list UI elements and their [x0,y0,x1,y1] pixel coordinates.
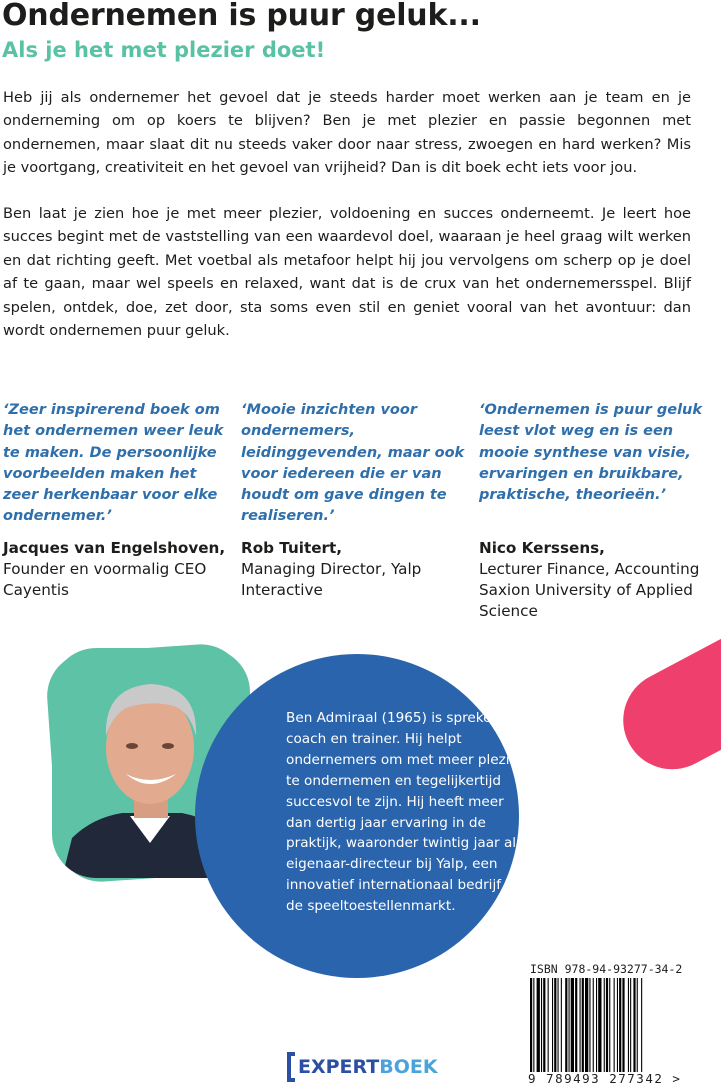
quote-1: ‘Zeer inspirerend boek om het ondernemen weer leuk te maken. De persoonlijke voorbeelden maken het zeer herkenbaar voor elke ondernemer.’ [3,402,224,525]
barcode-bar [554,978,556,1072]
barcode-bar [641,978,642,1072]
publisher-logo [287,1052,438,1082]
quote-3: ‘Ondernemen is puur geluk leest vlot weg en is een mooie synthese van visie, ervaringen en bruikbare, praktische, theorieën.’ [479,402,703,504]
barcode-bar [633,978,635,1072]
barcode-bar [558,978,559,1072]
book-subtitle: Als je het met plezier doet! [2,38,326,62]
quote-1-author [3,538,238,601]
barcode-bar [585,978,588,1072]
author-bio: Ben Admiraal (1965) is spreker, coach en trainer. Hij helpt ondernemers om met meer plezier te ondernemen en tegelijkertijd succesvol te zijn. Hij heeft meer dan dertig jaar ervaring in de praktijk, waaronder twintig jaar als eigenaar-directeur bij Yalp, een innovatief internationaal bedrijf in de speeltoestellenmarkt. [286,710,524,915]
author-role: Managing Director, Yalp Interactive [241,560,422,599]
barcode-bar [569,978,570,1072]
barcode-bar [565,978,567,1072]
author-name: Jacques van Engelshoven, [3,539,226,557]
barcode-bar [589,978,590,1072]
barcode-bar [596,978,597,1072]
barcode-bar [637,978,638,1072]
barcode-bar [606,978,608,1072]
barcode-bar [598,978,601,1072]
publisher-bracket-icon [287,1052,295,1082]
barcode-bar [537,978,540,1072]
publisher-name-part-1: EXPERT [298,1056,380,1078]
author-role: Lecturer Finance, Accounting Saxion University of Applied Science [479,560,700,620]
author-role: Founder en voormalig CEO Cayentis [3,560,207,599]
quote-2-author [241,538,476,601]
barcode-bar [541,978,542,1072]
blurb-paragraph-2: Ben laat je zien hoe je met meer plezier, voldoening en succes onderneemt. Je leert hoe succes begint met de vaststelling van een waardevol doel, waaraan je heel graag wilt werken en dat richting geeft. Met voetbal als metafoor helpt hij jou vervolgens om scherp op je doel af te gaan, maar wel speels en relaxed, want dat is de crux van het ondernemersspel. Blijf spelen, ontdek, doe, zet door, sta soms even stil en geniet vooral van het avontuur: dan wordt ondernemen puur geluk. [3,205,691,340]
barcode-bar [619,978,621,1072]
barcode-bar [530,978,532,1072]
isbn-label: ISBN 978-94-93277-34-2 [530,962,683,976]
book-title: Ondernemen is puur geluk... [2,0,481,33]
barcode-bar [548,978,549,1072]
barcode-bar [571,978,574,1072]
author-name: Rob Tuitert, [241,539,343,557]
author-name: Nico Kerssens, [479,539,605,557]
barcode [530,978,680,1072]
barcode-bar [609,978,610,1072]
quote-2: ‘Mooie inzichten voor ondernemers, leidinggevenden, maar ook voor iedereen die er van houdt om gave dingen te realiseren.’ [241,402,465,525]
barcode-bar [582,978,584,1072]
barcode-bar [552,978,553,1072]
blurb-paragraph-1: Heb jij als ondernemer het gevoel dat je steeds harder moet werken aan je team en je onderneming om op koers te blijven? Ben je met plezier en passie begonnen met ondernemen, maar slaat dit nu steeds vaker door naar stress, zwoegen en hard werken? Mis je voortgang, creativiteit en het gevoel van vrijheid? Dan is dit boek echt iets voor jou. [3,89,691,177]
barcode-bar [533,978,534,1072]
barcode-bar [628,978,629,1072]
quote-3-author [479,538,719,622]
barcode-digits: 9 789493 277342 > [528,1071,682,1086]
barcode-bar [593,978,594,1072]
barcode-bar [543,978,545,1072]
publisher-name-part-2: BOEK [379,1056,438,1078]
barcode-bar [604,978,605,1072]
barcode-bar [622,978,624,1072]
barcode-bar [561,978,562,1072]
barcode-bar [575,978,577,1072]
barcode-bar [630,978,631,1072]
barcode-bar [580,978,581,1072]
barcode-bar [617,978,618,1072]
barcode-bar [614,978,615,1072]
